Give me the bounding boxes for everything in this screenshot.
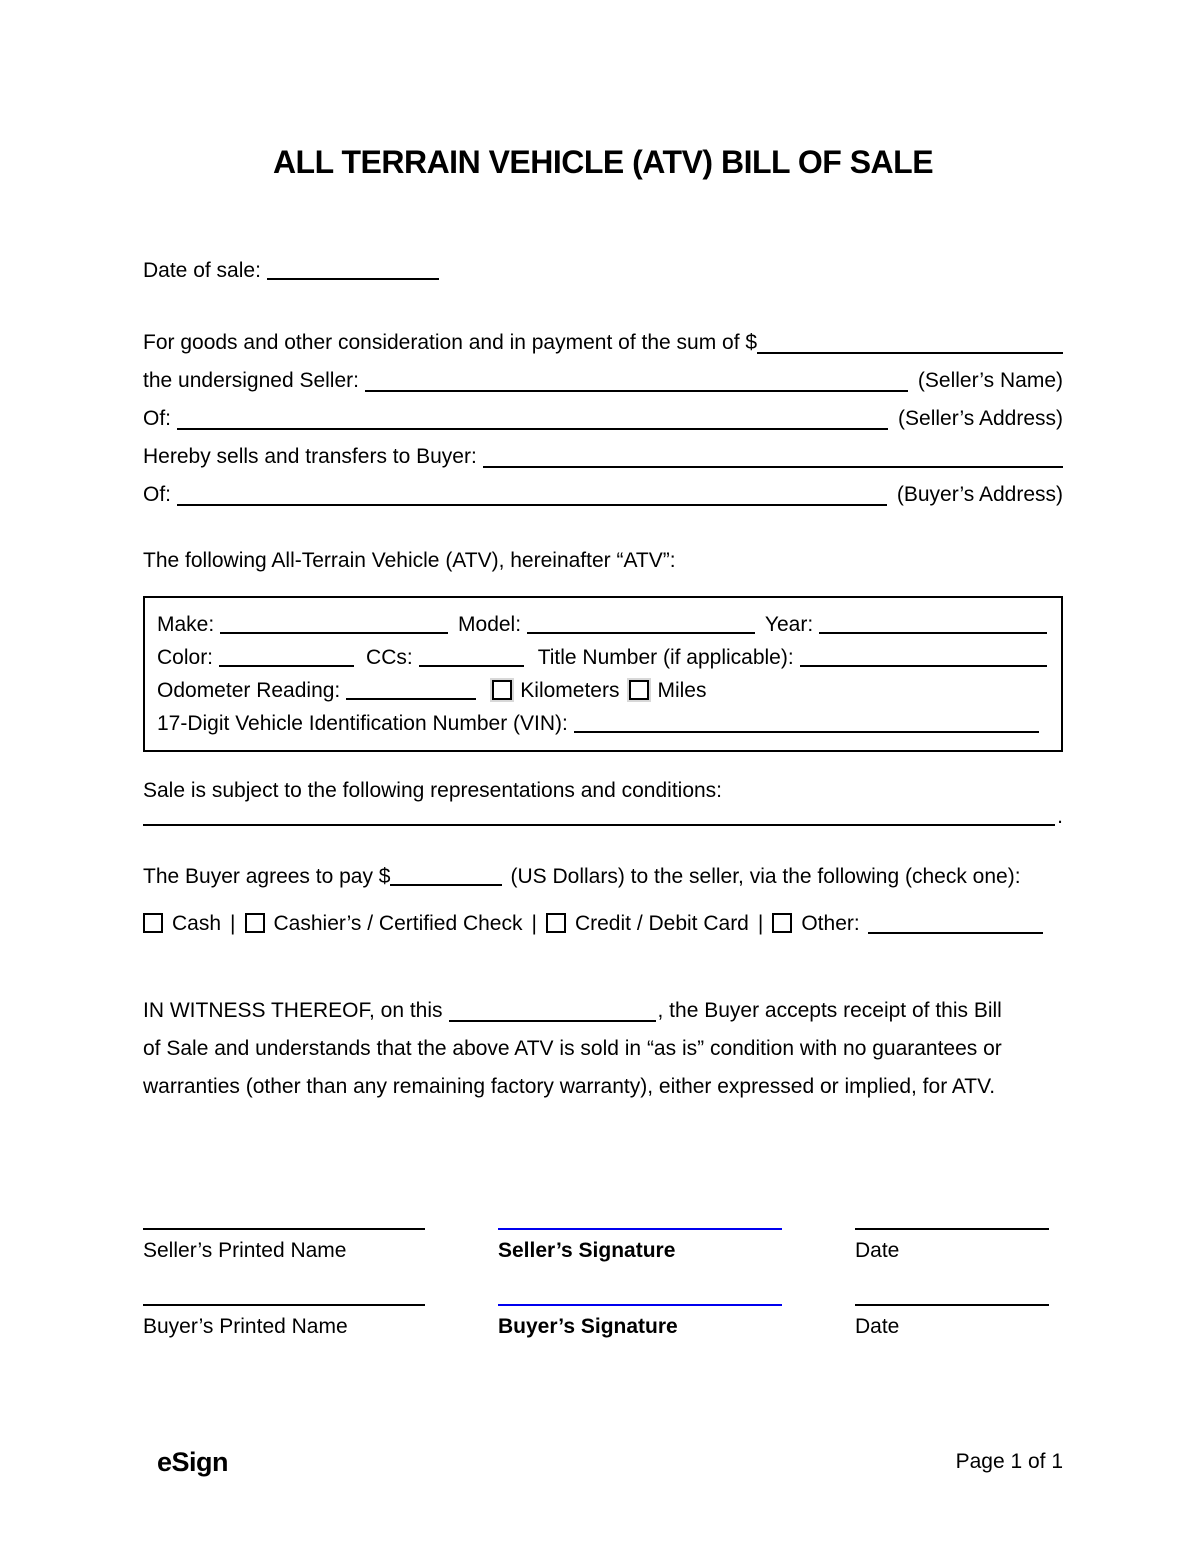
seller-signature-label: Seller’s Signature: [498, 1239, 676, 1262]
witness-line1-suffix: , the Buyer accepts receipt of this Bill: [657, 999, 1002, 1022]
buyer-signature-line[interactable]: [498, 1304, 782, 1306]
cash-label: Cash: [172, 912, 222, 935]
conditions-period: .: [1057, 805, 1063, 828]
intro-paragraph: [143, 324, 1063, 514]
seller-printed-name-line[interactable]: [143, 1228, 425, 1230]
kilometers-label: Kilometers: [520, 679, 620, 702]
witness-date-input-line[interactable]: [449, 1020, 656, 1022]
model-label: Model:: [458, 613, 522, 636]
odometer-label: Odometer Reading:: [157, 679, 341, 702]
witness-line1: [143, 992, 1063, 1030]
option-separator: |: [230, 912, 236, 935]
buyer-printed-name-field: [143, 1304, 425, 1340]
title-number-label: Title Number (if applicable):: [537, 646, 794, 669]
document-content: [143, 0, 1063, 1476]
seller-date-field: [855, 1228, 1049, 1264]
esign-logo: eSign: [157, 1447, 229, 1477]
other-label: Other:: [801, 912, 860, 935]
buyer-name-label: Hereby sells and transfers to Buyer:: [143, 445, 477, 468]
conditions-intro-text: Sale is subject to the following representations and conditions:: [143, 779, 723, 802]
kilometers-checkbox[interactable]: [492, 680, 512, 700]
conditions-input-line[interactable]: [143, 824, 1055, 826]
sum-input-line[interactable]: [757, 352, 1063, 354]
date-of-sale-input-line[interactable]: [267, 278, 439, 280]
cash-checkbox[interactable]: [143, 913, 163, 933]
witness-line3: warranties (other than any remaining factory warranty), either expressed or implied, for ATV.: [143, 1075, 996, 1098]
option-separator: |: [531, 912, 537, 935]
payment-options-row: [143, 910, 1063, 938]
miles-label: Miles: [657, 679, 707, 702]
seller-address-hint: (Seller’s Address): [898, 407, 1063, 430]
odometer-input-line[interactable]: [346, 698, 476, 700]
seller-printed-name-label: Seller’s Printed Name: [143, 1239, 347, 1262]
signature-block: [143, 1228, 1063, 1340]
buyer-date-line[interactable]: [855, 1304, 1049, 1306]
buyer-address-line: [143, 476, 1063, 514]
buyer-address-label: Of:: [143, 483, 172, 506]
seller-address-line: [143, 400, 1063, 438]
buyer-date-label: Date: [855, 1315, 900, 1338]
witness-line2: of Sale and understands that the above ATV is sold in “as is” condition with no guarantees or: [143, 1037, 1002, 1060]
ccs-label: CCs:: [366, 646, 413, 669]
conditions-row: [143, 804, 1063, 830]
buyer-printed-name-line[interactable]: [143, 1304, 425, 1306]
date-of-sale-label: Date of sale:: [143, 259, 261, 282]
seller-address-input-line[interactable]: [177, 428, 888, 430]
color-ccs-title-row: [157, 641, 1047, 674]
sum-line-text: For goods and other consideration and in payment of the sum of $: [143, 331, 758, 354]
title-number-input-line[interactable]: [800, 665, 1047, 667]
seller-name-hint: (Seller’s Name): [917, 369, 1063, 392]
color-input-line[interactable]: [219, 665, 354, 667]
seller-printed-name-field: [143, 1228, 425, 1264]
payment-amount-row: [143, 864, 1063, 890]
witness-line1-prefix: IN WITNESS THEREOF, on this: [143, 999, 443, 1022]
other-input-line[interactable]: [868, 932, 1043, 934]
buyer-signature-label: Buyer’s Signature: [498, 1315, 678, 1338]
seller-signature-line[interactable]: [498, 1228, 782, 1230]
seller-name-input-line[interactable]: [365, 390, 908, 392]
page-footer: [143, 1448, 1063, 1476]
seller-signature-row: [143, 1228, 1063, 1264]
buyer-signature-row: [143, 1304, 1063, 1340]
page-title: ALL TERRAIN VEHICLE (ATV) BILL OF SALE: [272, 144, 934, 180]
cashiers-check-label: Cashier’s / Certified Check: [273, 912, 523, 935]
buyer-printed-name-label: Buyer’s Printed Name: [143, 1315, 348, 1338]
buyer-address-hint: (Buyer’s Address): [896, 483, 1063, 506]
credit-debit-checkbox[interactable]: [546, 913, 566, 933]
seller-date-label: Date: [855, 1239, 900, 1262]
seller-name-label: the undersigned Seller:: [143, 369, 359, 392]
vehicle-details-box: [143, 596, 1063, 752]
credit-debit-label: Credit / Debit Card: [574, 912, 749, 935]
payment-amount-suffix: (US Dollars) to the seller, via the following (check one):: [510, 865, 1021, 888]
payment-amount-prefix: The Buyer agrees to pay $: [143, 865, 391, 888]
conditions-intro-row: [143, 778, 1063, 804]
vin-row: [157, 707, 1047, 740]
seller-address-label: Of:: [143, 407, 172, 430]
other-checkbox[interactable]: [772, 913, 792, 933]
seller-signature-field: [498, 1228, 782, 1264]
option-separator: |: [757, 912, 764, 935]
date-of-sale-row: [143, 258, 1063, 284]
sum-line: [143, 324, 1063, 362]
vehicle-intro-text: The following All-Terrain Vehicle (ATV), hereinafter “ATV”:: [143, 549, 676, 572]
vin-label: 17-Digit Vehicle Identification Number (VIN):: [157, 712, 568, 735]
color-label: Color:: [157, 646, 214, 669]
year-label: Year:: [764, 613, 814, 636]
buyer-address-input-line[interactable]: [177, 504, 887, 506]
ccs-input-line[interactable]: [419, 665, 524, 667]
buyer-name-line: [143, 438, 1063, 476]
vin-input-line[interactable]: [574, 731, 1039, 733]
model-input-line[interactable]: [527, 632, 755, 634]
buyer-date-field: [855, 1304, 1049, 1340]
seller-date-line[interactable]: [855, 1228, 1049, 1230]
buyer-signature-field: [498, 1304, 782, 1340]
buyer-name-input-line[interactable]: [483, 466, 1063, 468]
witness-paragraph: [143, 992, 1063, 1106]
cashiers-check-checkbox[interactable]: [245, 913, 265, 933]
odometer-row: [157, 674, 1047, 707]
page-number: Page 1 of 1: [955, 1450, 1063, 1473]
seller-name-line: [143, 362, 1063, 400]
make-label: Make:: [157, 613, 215, 636]
payment-amount-input-line[interactable]: [390, 884, 502, 886]
make-model-year-row: [157, 608, 1047, 641]
make-input-line[interactable]: [220, 632, 448, 634]
miles-checkbox[interactable]: [629, 680, 649, 700]
year-input-line[interactable]: [819, 632, 1047, 634]
